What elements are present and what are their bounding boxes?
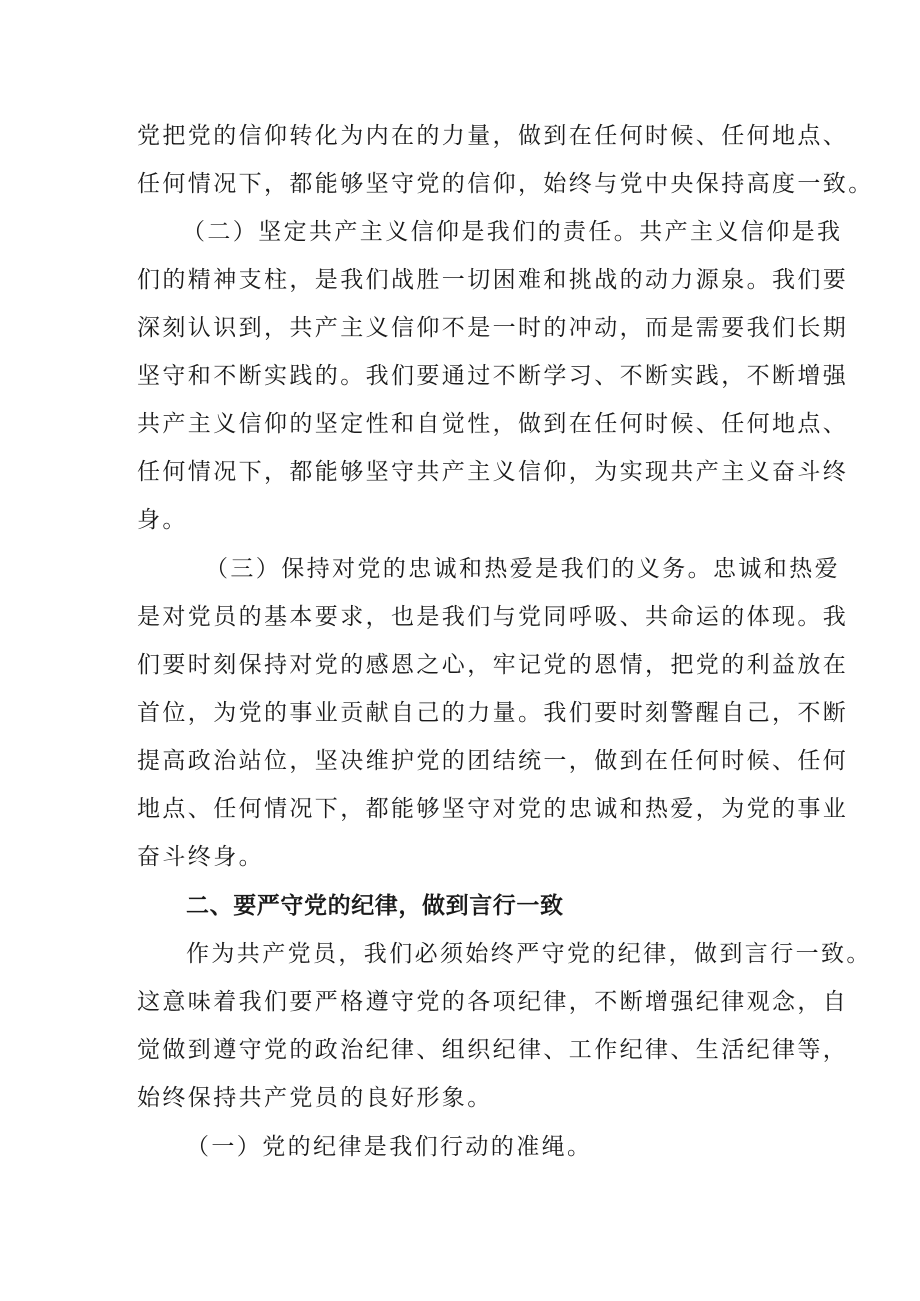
text-line: 任何情况下，都能够坚守党的信仰，始终与党中央保持高度一致。 — [137, 171, 874, 197]
text-line: 奋斗终身。 — [137, 844, 264, 870]
text-line: 首位，为党的事业贡献自己的力量。我们要时刻警醒自己，不断 — [137, 700, 849, 726]
text-line: 们的精神支柱，是我们战胜一切困难和挑战的动力源泉。我们要 — [137, 267, 849, 293]
text-line: 这意味着我们要严格遵守党的各项纪律，不断增强纪律观念，自 — [137, 989, 849, 1015]
text-line: 深刻认识到，共产主义信仰不是一时的冲动，而是需要我们长期 — [137, 315, 849, 341]
text-line: 坚守和不断实践的。我们要通过不断学习、不断实践，不断增强 — [137, 363, 849, 389]
section-heading: 二、要严守党的纪律，做到言行一致 — [186, 893, 564, 919]
text-line: 共产主义信仰的坚定性和自觉性，做到在任何时候、任何地点、 — [137, 411, 849, 437]
text-line: 身。 — [137, 507, 188, 533]
text-line: 提高政治站位，坚决维护党的团结统一，做到在任何时候、任何 — [137, 748, 849, 774]
text-line: 觉做到遵守党的政治纪律、组织纪律、工作纪律、生活纪律等， — [137, 1037, 849, 1063]
text-line: 始终保持共产党员的良好形象。 — [137, 1085, 493, 1111]
text-line: （二）坚定共产主义信仰是我们的责任。共产主义信仰是我 — [182, 219, 843, 245]
text-line: 作为共产党员，我们必须始终严守党的纪律，做到言行一致。 — [186, 941, 872, 967]
text-line: （三）保持对党的忠诚和热爱是我们的义务。忠诚和热爱 — [205, 556, 840, 582]
text-line: （一）党的纪律是我们行动的准绳。 — [186, 1134, 593, 1160]
text-line: 们要时刻保持对党的感恩之心，牢记党的恩情，把党的利益放在 — [137, 652, 849, 678]
text-line: 是对党员的基本要求，也是我们与党同呼吸、共命运的体现。我 — [137, 604, 849, 630]
text-line: 地点、任何情况下，都能够坚守对党的忠诚和热爱，为党的事业 — [137, 796, 849, 822]
text-line: 任何情况下，都能够坚守共产主义信仰，为实现共产主义奋斗终 — [137, 459, 849, 485]
text-line: 党把党的信仰转化为内在的力量，做到在任何时候、任何地点、 — [137, 123, 849, 149]
